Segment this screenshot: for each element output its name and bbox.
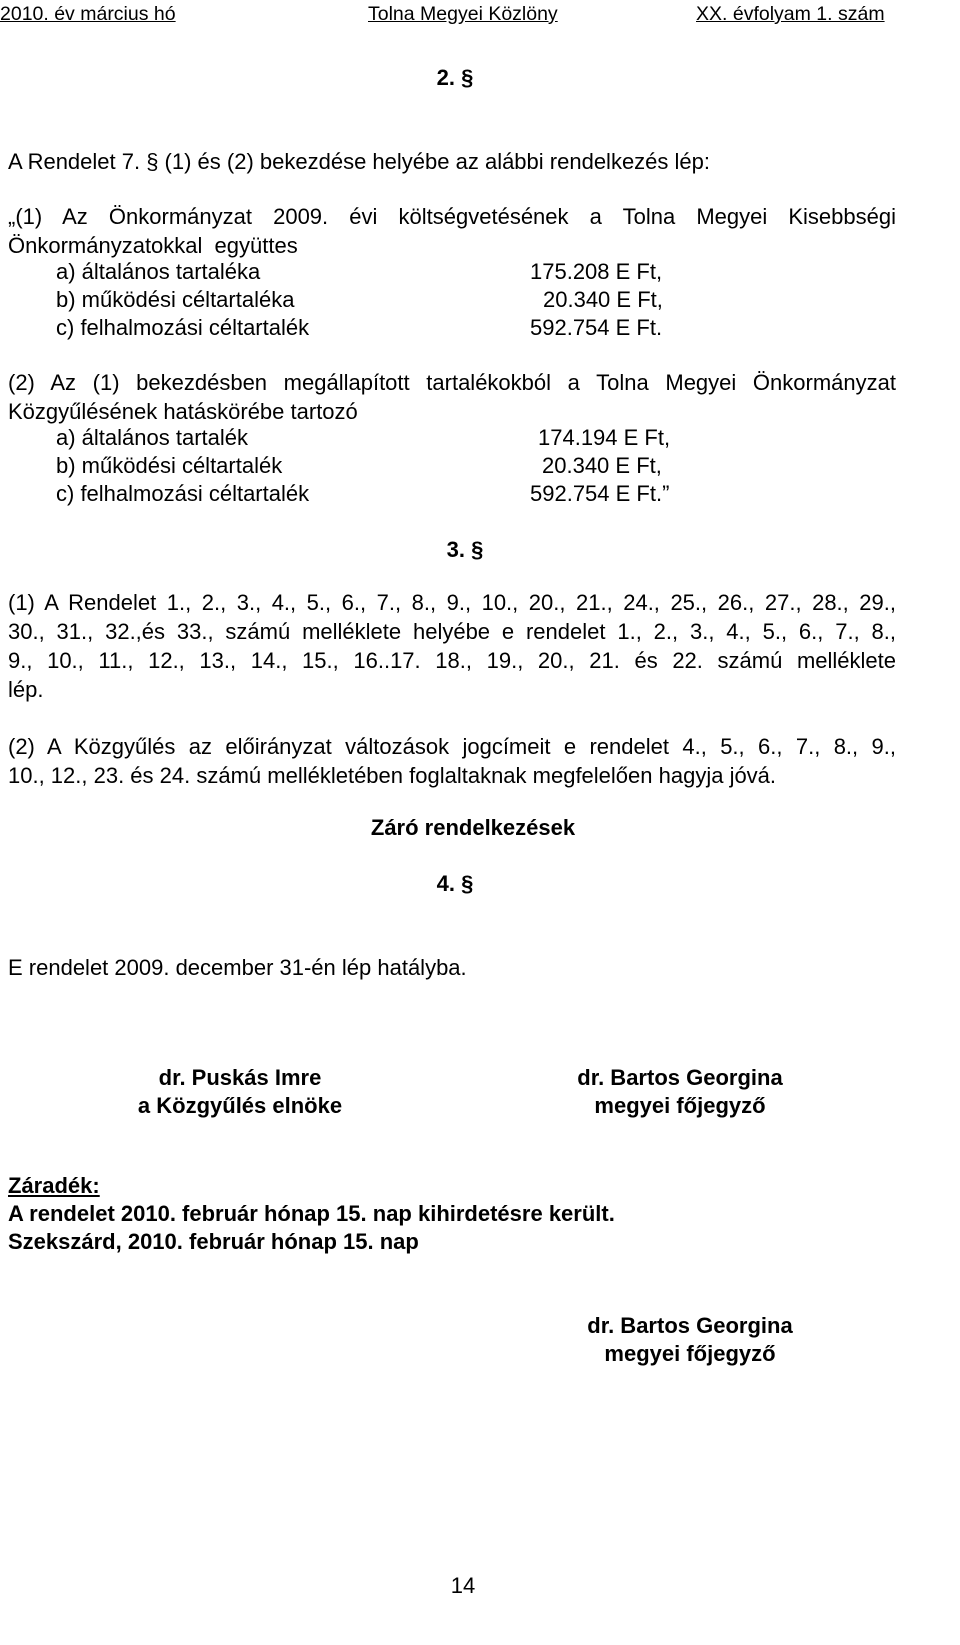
list-item <box>56 424 896 452</box>
para-line: (2) A Közgyűlés az előirányzat változások jogcímeit e rendelet 4., 5., 6., 7., 8., 9., <box>8 734 896 759</box>
closing-title: Záró rendelkezések <box>370 815 576 840</box>
para-2-line-2: Közgyűlésének hatáskörébe tartozó <box>8 399 358 424</box>
item-label: b) működési céltartaléka <box>56 287 295 312</box>
item-amount: 20.340 E Ft, <box>542 453 662 478</box>
list-item <box>56 452 896 480</box>
section-2-heading: 2. § <box>436 65 474 90</box>
section-2-para-1 <box>8 202 896 260</box>
para-1-line-1: „(1) Az Önkormányzat 2009. évi költségvetésének a Tolna Megyei Kisebbségi <box>8 204 896 229</box>
clause-signature-name: dr. Bartos Georgina <box>587 1313 793 1338</box>
closing-text: E rendelet 2009. december 31-én lép hatályba. <box>8 955 467 980</box>
left-signature-name: dr. Puskás Imre <box>158 1065 322 1090</box>
page-number: 14 <box>450 1573 476 1598</box>
right-signature-name: dr. Bartos Georgina <box>577 1065 783 1090</box>
section-3-heading: 3. § <box>446 537 484 562</box>
para-line: (1) A Rendelet 1., 2., 3., 4., 5., 6., 7., 8., 9., 10., 20., 21., 24., 25., 26., 27., 28., 29., <box>8 590 896 615</box>
item-amount: 20.340 E Ft, <box>543 287 663 312</box>
list-item <box>56 480 896 508</box>
item-amount: 592.754 E Ft.” <box>530 481 670 506</box>
list-item <box>56 258 896 286</box>
item-label: a) általános tartalék <box>56 425 248 450</box>
section-4-heading: 4. § <box>436 871 474 896</box>
section-3-para-2 <box>8 732 896 790</box>
clause-signature-title: megyei főjegyző <box>604 1341 776 1366</box>
section-2-para-2 <box>8 368 896 426</box>
clause-label: Záradék: <box>8 1173 100 1198</box>
list-item <box>56 286 896 314</box>
header-volume: XX. évfolyam 1. szám <box>696 3 885 25</box>
item-label: c) felhalmozási céltartalék <box>56 315 310 340</box>
item-amount: 175.208 E Ft, <box>530 259 663 284</box>
para-1-line-2: Önkormányzatokkal együttes <box>8 233 298 258</box>
clause-line-2: Szekszárd, 2010. február hónap 15. nap <box>8 1229 419 1254</box>
header-date: 2010. év március hó <box>0 3 176 25</box>
section-2-intro: A Rendelet 7. § (1) és (2) bekezdése helyébe az alábbi rendelkezés lép: <box>8 149 710 174</box>
para-line: lép. <box>8 677 44 702</box>
para-line: 30., 31., 32.,és 33., számú melléklete helyébe e rendelet 1., 2., 3., 4., 5., 6., 7., 8., <box>8 619 896 644</box>
item-label: a) általános tartaléka <box>56 259 261 284</box>
item-label: b) működési céltartalék <box>56 453 283 478</box>
left-signature-title: a Közgyűlés elnöke <box>137 1093 343 1118</box>
header-journal: Tolna Megyei Közlöny <box>368 3 558 25</box>
para-2-line-1: (2) Az (1) bekezdésben megállapított tartalékokból a Tolna Megyei Önkormányzat <box>8 370 896 395</box>
para-line: 10., 12., 23. és 24. számú mellékletében foglaltaknak megfelelően hagyja jóvá. <box>8 763 777 788</box>
list-item <box>56 314 896 342</box>
item-label: c) felhalmozási céltartalék <box>56 481 310 506</box>
section-3-para-1 <box>8 588 896 704</box>
right-signature-title: megyei főjegyző <box>594 1093 766 1118</box>
para-line: 9., 10., 11., 12., 13., 14., 15., 16..17. 18., 19., 20., 21. és 22. számú melléklete <box>8 648 896 673</box>
clause-line-1: A rendelet 2010. február hónap 15. nap kihirdetésre került. <box>8 1201 615 1226</box>
item-amount: 174.194 E Ft, <box>538 425 671 450</box>
item-amount: 592.754 E Ft. <box>530 315 663 340</box>
